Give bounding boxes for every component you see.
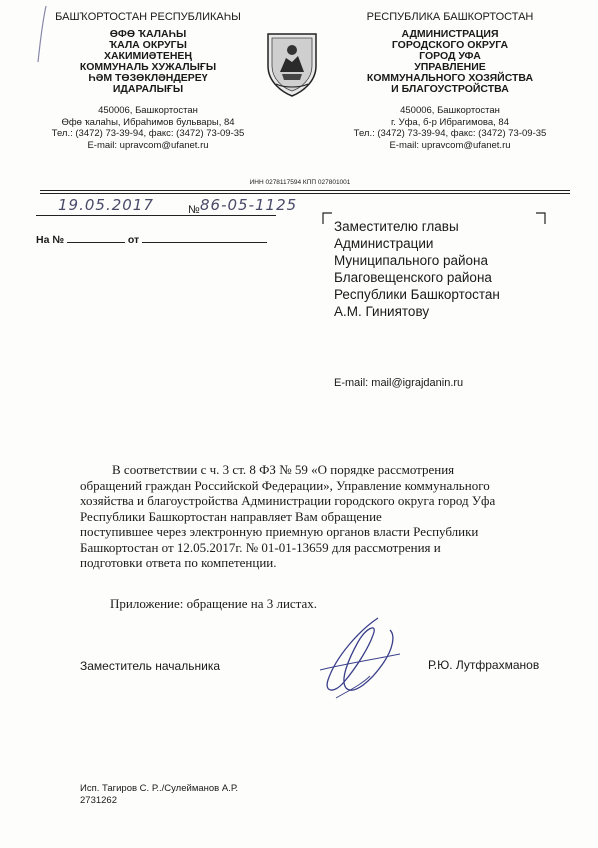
inn-kpp: ИНН 0278117594 КПП 027801001 xyxy=(249,179,351,186)
addressee-block xyxy=(334,218,500,320)
street-address: Өфө ҡалаһы, Ибраһимов бульвары, 84 xyxy=(61,116,235,128)
email-address: E-mail: upravcom@ufanet.ru xyxy=(389,139,511,151)
body-line: поступившее через электронную приемную органов власти Республики xyxy=(80,524,479,539)
org-line: ҺӘМ ТӨЗӨКЛӘНДЕРЕҮ xyxy=(88,72,208,84)
registration-date-handwritten: 19.05.2017 xyxy=(58,196,154,214)
header-divider-thin xyxy=(40,193,570,194)
signer-name: Р.Ю. Лутфрахманов xyxy=(428,658,540,672)
body-line: Башкортостан от 12.05.2017г. № 01-01-13659 для рассмотрения и xyxy=(80,539,441,555)
phone-fax: Тел.: (3472) 73-39-94, факс: (3472) 73-09-35 xyxy=(353,128,547,139)
attachment-note: Приложение: обращение на 3 листах. xyxy=(110,596,318,611)
republic-name-russian: РЕСПУБЛИКА БАШКОРТОСТАН xyxy=(366,11,534,23)
org-line: ГОРОДСКОГО ОКРУГА xyxy=(391,39,509,51)
org-line: УПРАВЛЕНИЕ xyxy=(414,61,486,73)
addressee-line: Администрации xyxy=(334,236,434,251)
header-right-russian xyxy=(330,12,570,151)
reference-date-blank xyxy=(142,232,267,243)
handwritten-signature xyxy=(300,610,410,705)
addressee-email: E-mail: mail@igrajdanin.ru xyxy=(334,377,464,389)
org-line: ХАКИМИӘТЕНЕҢ xyxy=(103,50,193,62)
bracket-top-left xyxy=(322,212,332,224)
body-line: В соответствии с ч. 3 ст. 8 ФЗ № 59 «О порядке рассмотрения xyxy=(112,462,455,477)
bracket-top-right xyxy=(536,212,546,224)
body-line: Республики Башкортостан направляет Вам обращение xyxy=(80,508,382,524)
phone-fax: Тел.: (3472) 73-39-94, факс: (3472) 73-09-35 xyxy=(51,128,245,139)
registration-number-handwritten: 86-05-1125 xyxy=(200,196,298,214)
reference-date-label: от xyxy=(127,234,140,246)
org-line: ИДАРАЛЫҒЫ xyxy=(112,83,184,95)
executor-phone: 2731262 xyxy=(80,795,117,806)
addressee-line: Заместителю главы xyxy=(334,219,459,234)
header-left-bashkir xyxy=(28,12,268,151)
addressee-line: Муниципального района xyxy=(334,253,489,268)
org-line: И БЛАГОУСТРОЙСТВА xyxy=(391,83,509,95)
reference-row xyxy=(36,232,267,246)
org-line: ҠАЛА ОКРУГЫ xyxy=(109,39,187,51)
letter-body xyxy=(80,462,554,571)
executor-info xyxy=(80,783,238,807)
addressee-line: Благовещенского района xyxy=(334,270,492,285)
body-line: хозяйства и благоустройства Администрации городского округа город Уфа xyxy=(80,493,496,508)
registration-underline xyxy=(36,215,276,216)
body-line: подготовки ответа по компетенции. xyxy=(80,555,277,570)
signer-position: Заместитель начальника xyxy=(80,659,221,673)
org-line: ГОРОД УФА xyxy=(419,50,481,62)
email-address: E-mail: upravcom@ufanet.ru xyxy=(87,139,209,151)
republic-name-bashkir: БАШҠОРТОСТАН РЕСПУБЛИКАҺЫ xyxy=(55,11,241,23)
reference-number-blank xyxy=(67,232,125,243)
org-line: КОММУНАЛЬНОГО ХОЗЯЙСТВА xyxy=(366,72,534,84)
postal-code: 450006, Башкортостан xyxy=(400,105,500,116)
postal-code: 450006, Башкортостан xyxy=(98,105,198,116)
addressee-line: Республики Башкортостан xyxy=(334,287,500,302)
executor-names: Исп. Тагиров С. Р../Сулейманов А.Р. xyxy=(80,783,239,794)
addressee-line: А.М. Гиниятову xyxy=(334,304,430,319)
header-divider-thick xyxy=(40,190,570,191)
org-line: АДМИНИСТРАЦИЯ xyxy=(401,28,499,40)
street-address: г. Уфа, б-р Ибрагимова, 84 xyxy=(390,116,510,128)
reference-number-label: На № xyxy=(36,234,65,246)
org-line: ӨФӨ ҠАЛАҺЫ xyxy=(109,28,187,40)
ufa-coat-of-arms-emblem xyxy=(262,28,322,98)
body-line: обращений граждан Российской Федерации», Управление коммунального xyxy=(80,477,490,493)
registration-number-sign: № xyxy=(188,204,200,216)
org-line: КОММУНАЛЬ ХУЖАЛЫҒЫ xyxy=(79,61,217,73)
